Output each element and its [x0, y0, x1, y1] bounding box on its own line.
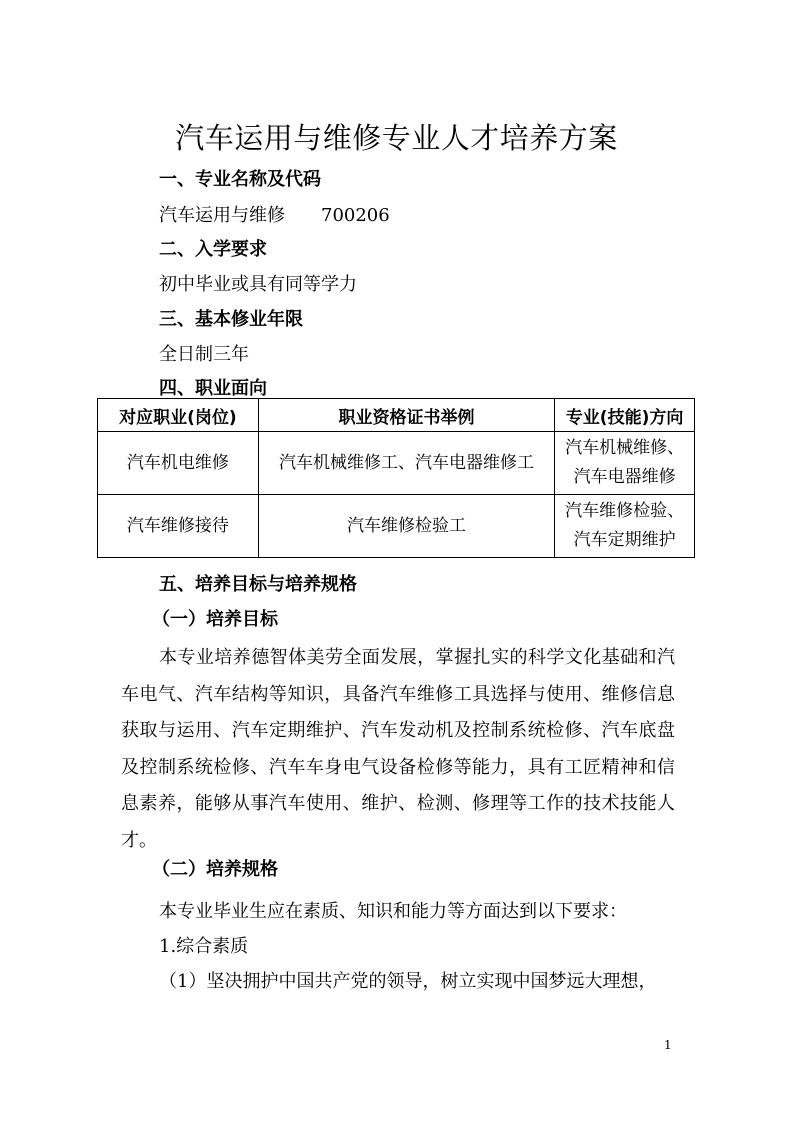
spec-item: 1.综合素质	[159, 936, 249, 957]
subheading-goal: （一）培养目标	[152, 609, 278, 630]
table-row	[98, 495, 695, 558]
cell-direction	[555, 495, 695, 558]
section-heading-4: 四、职业面向	[159, 378, 267, 399]
page-number: 1	[664, 1038, 672, 1052]
direction-line-1: 汽车维修检验、	[565, 501, 685, 521]
admission-text: 初中毕业或具有同等学力	[159, 274, 357, 295]
section-heading-2: 二、入学要求	[159, 239, 267, 260]
spec-point: （1）坚决拥护中国共产党的领导，树立实现中国梦远大理想，	[159, 971, 657, 992]
cell-job: 汽车机电维修	[98, 432, 259, 495]
cell-job: 汽车维修接待	[98, 495, 259, 558]
cell-cert: 汽车维修检验工	[258, 495, 554, 558]
spec-intro: 本专业毕业生应在素质、知识和能力等方面达到以下要求：	[159, 901, 627, 922]
header-direction: 专业(技能)方向	[555, 399, 695, 432]
direction-line-2: 汽车电器维修	[573, 467, 676, 487]
subheading-spec: （二）培养规格	[152, 859, 278, 880]
cell-direction	[555, 432, 695, 495]
header-cert: 职业资格证书举例	[258, 399, 554, 432]
cell-cert: 汽车机械维修工、汽车电器维修工	[258, 432, 554, 495]
section-heading-1: 一、专业名称及代码	[159, 169, 321, 190]
major-name-line	[159, 201, 390, 227]
major-name: 汽车运用与维修	[159, 205, 285, 226]
table-header-row	[98, 399, 695, 432]
major-code: 700206	[321, 205, 390, 226]
career-table	[97, 398, 695, 558]
direction-line-2: 汽车定期维护	[573, 530, 676, 550]
goal-paragraph: 本专业培养德智体美劳全面发展，掌握扎实的科学文化基础和汽车电气、汽车结构等知识，具备汽车维修工具选择与使用、维修信息获取与运用、汽车定期维护、汽车发动机及控制系统检修、汽车底盘及控制系统检修、汽车车身电气设备检修等能力，具有工匠精神和信息素养，能够从事汽车使用、维护、检测、修理等工作的技术技能人才。	[121, 647, 675, 851]
table-row	[98, 432, 695, 495]
section-heading-5: 五、培养目标与培养规格	[159, 574, 357, 595]
section-heading-3: 三、基本修业年限	[159, 309, 303, 330]
document-title: 汽车运用与维修专业人才培养方案	[175, 121, 618, 155]
direction-line-1: 汽车机械维修、	[565, 438, 685, 458]
header-job: 对应职业(岗位)	[98, 399, 259, 432]
duration-text: 全日制三年	[159, 344, 249, 365]
